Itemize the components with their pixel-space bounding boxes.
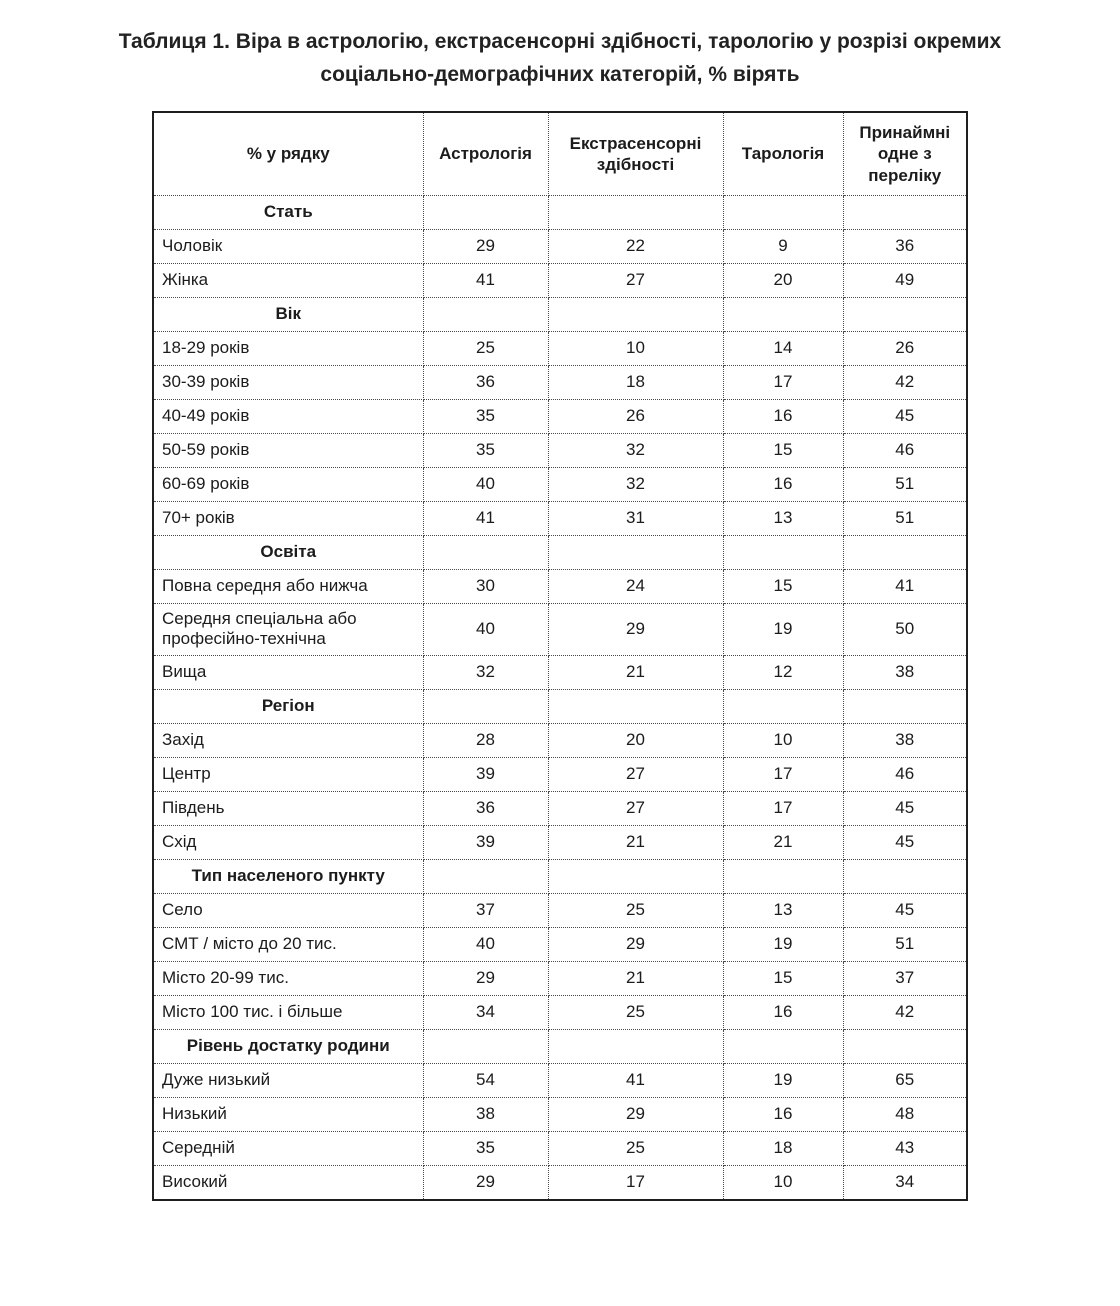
value-cell: 48 bbox=[843, 1097, 967, 1131]
row-label: Низький bbox=[153, 1097, 423, 1131]
table-row bbox=[153, 757, 967, 791]
value-cell: 38 bbox=[843, 723, 967, 757]
value-cell bbox=[723, 536, 843, 570]
col-header-at-least-one: Принаймні одне з переліку bbox=[843, 112, 967, 196]
table-title-line1: Таблиця 1. Віра в астрологію, екстрасенсорні здібності, тарологію у розрізі окремих bbox=[118, 30, 1002, 53]
table-row bbox=[153, 366, 967, 400]
row-label: Місто 20-99 тис. bbox=[153, 961, 423, 995]
value-cell bbox=[423, 1029, 548, 1063]
row-label: Південь bbox=[153, 791, 423, 825]
row-label: Село bbox=[153, 893, 423, 927]
value-cell: 49 bbox=[843, 264, 967, 298]
section-row bbox=[153, 298, 967, 332]
value-cell: 42 bbox=[843, 995, 967, 1029]
value-cell: 31 bbox=[548, 502, 723, 536]
value-cell: 13 bbox=[723, 893, 843, 927]
section-label: Рівень достатку родини bbox=[153, 1029, 423, 1063]
value-cell: 19 bbox=[723, 927, 843, 961]
section-label: Тип населеного пункту bbox=[153, 859, 423, 893]
value-cell: 16 bbox=[723, 1097, 843, 1131]
value-cell: 32 bbox=[548, 434, 723, 468]
value-cell: 10 bbox=[723, 1165, 843, 1200]
value-cell: 17 bbox=[548, 1165, 723, 1200]
table-row bbox=[153, 502, 967, 536]
value-cell: 26 bbox=[548, 400, 723, 434]
table-title bbox=[30, 26, 1090, 91]
value-cell bbox=[423, 859, 548, 893]
value-cell bbox=[548, 196, 723, 230]
row-label: СМТ / місто до 20 тис. bbox=[153, 927, 423, 961]
value-cell: 25 bbox=[548, 893, 723, 927]
value-cell: 26 bbox=[843, 332, 967, 366]
value-cell: 15 bbox=[723, 570, 843, 604]
value-cell bbox=[843, 536, 967, 570]
value-cell: 16 bbox=[723, 468, 843, 502]
value-cell: 36 bbox=[423, 791, 548, 825]
value-cell: 27 bbox=[548, 264, 723, 298]
table-row bbox=[153, 1131, 967, 1165]
value-cell: 14 bbox=[723, 332, 843, 366]
row-label: Дуже низький bbox=[153, 1063, 423, 1097]
row-label: Чоловік bbox=[153, 230, 423, 264]
value-cell: 50 bbox=[843, 604, 967, 656]
row-label: Високий bbox=[153, 1165, 423, 1200]
table-row bbox=[153, 604, 967, 656]
value-cell: 27 bbox=[548, 791, 723, 825]
table-row bbox=[153, 893, 967, 927]
header-row bbox=[153, 112, 967, 196]
value-cell: 39 bbox=[423, 757, 548, 791]
value-cell: 20 bbox=[723, 264, 843, 298]
section-row bbox=[153, 859, 967, 893]
col-header-astrology: Астрологія bbox=[423, 112, 548, 196]
value-cell: 12 bbox=[723, 655, 843, 689]
value-cell: 24 bbox=[548, 570, 723, 604]
value-cell: 37 bbox=[843, 961, 967, 995]
value-cell: 41 bbox=[548, 1063, 723, 1097]
value-cell bbox=[548, 1029, 723, 1063]
row-label: Місто 100 тис. і більше bbox=[153, 995, 423, 1029]
value-cell: 13 bbox=[723, 502, 843, 536]
table-row bbox=[153, 1063, 967, 1097]
row-label: 50-59 років bbox=[153, 434, 423, 468]
value-cell: 21 bbox=[723, 825, 843, 859]
value-cell bbox=[843, 298, 967, 332]
value-cell: 29 bbox=[423, 961, 548, 995]
value-cell: 29 bbox=[548, 927, 723, 961]
value-cell: 35 bbox=[423, 400, 548, 434]
value-cell: 28 bbox=[423, 723, 548, 757]
value-cell: 41 bbox=[423, 502, 548, 536]
value-cell: 51 bbox=[843, 927, 967, 961]
value-cell: 29 bbox=[548, 1097, 723, 1131]
section-row bbox=[153, 536, 967, 570]
value-cell: 27 bbox=[548, 757, 723, 791]
value-cell: 45 bbox=[843, 825, 967, 859]
value-cell: 16 bbox=[723, 400, 843, 434]
table-row bbox=[153, 332, 967, 366]
value-cell: 40 bbox=[423, 604, 548, 656]
col-header-tarology: Тарологія bbox=[723, 112, 843, 196]
table-body bbox=[153, 196, 967, 1200]
value-cell bbox=[423, 196, 548, 230]
value-cell bbox=[548, 536, 723, 570]
value-cell: 41 bbox=[843, 570, 967, 604]
value-cell: 35 bbox=[423, 434, 548, 468]
table-row bbox=[153, 927, 967, 961]
row-label: Середня спеціальна або професійно-технічна bbox=[153, 604, 423, 656]
value-cell bbox=[723, 298, 843, 332]
row-label: Захід bbox=[153, 723, 423, 757]
value-cell bbox=[723, 1029, 843, 1063]
table-row bbox=[153, 961, 967, 995]
table-row bbox=[153, 825, 967, 859]
row-label: Схід bbox=[153, 825, 423, 859]
row-label: 18-29 років bbox=[153, 332, 423, 366]
table-title-line2: соціально-демографічних категорій, % вірять bbox=[320, 62, 800, 86]
value-cell: 18 bbox=[723, 1131, 843, 1165]
value-cell: 38 bbox=[843, 655, 967, 689]
value-cell: 36 bbox=[843, 230, 967, 264]
value-cell: 10 bbox=[723, 723, 843, 757]
value-cell: 15 bbox=[723, 434, 843, 468]
value-cell: 54 bbox=[423, 1063, 548, 1097]
value-cell bbox=[548, 298, 723, 332]
row-label: Середній bbox=[153, 1131, 423, 1165]
value-cell: 34 bbox=[423, 995, 548, 1029]
value-cell: 20 bbox=[548, 723, 723, 757]
value-cell: 16 bbox=[723, 995, 843, 1029]
row-label: Центр bbox=[153, 757, 423, 791]
value-cell: 17 bbox=[723, 366, 843, 400]
col-header-row-percent: % у рядку bbox=[153, 112, 423, 196]
value-cell bbox=[423, 689, 548, 723]
value-cell bbox=[723, 689, 843, 723]
value-cell: 46 bbox=[843, 434, 967, 468]
value-cell: 40 bbox=[423, 468, 548, 502]
value-cell: 21 bbox=[548, 825, 723, 859]
row-label: 40-49 років bbox=[153, 400, 423, 434]
value-cell: 25 bbox=[548, 1131, 723, 1165]
value-cell bbox=[423, 536, 548, 570]
value-cell bbox=[723, 859, 843, 893]
value-cell: 21 bbox=[548, 655, 723, 689]
value-cell: 39 bbox=[423, 825, 548, 859]
row-label: 60-69 років bbox=[153, 468, 423, 502]
value-cell: 36 bbox=[423, 366, 548, 400]
section-row bbox=[153, 196, 967, 230]
value-cell: 45 bbox=[843, 893, 967, 927]
value-cell: 41 bbox=[423, 264, 548, 298]
table-row bbox=[153, 264, 967, 298]
value-cell bbox=[843, 196, 967, 230]
value-cell: 17 bbox=[723, 757, 843, 791]
table-row bbox=[153, 468, 967, 502]
table-row bbox=[153, 995, 967, 1029]
row-label: 70+ років bbox=[153, 502, 423, 536]
value-cell: 29 bbox=[423, 1165, 548, 1200]
value-cell bbox=[548, 689, 723, 723]
table-row bbox=[153, 1097, 967, 1131]
value-cell: 29 bbox=[423, 230, 548, 264]
section-label: Регіон bbox=[153, 689, 423, 723]
value-cell bbox=[723, 196, 843, 230]
row-label: Вища bbox=[153, 655, 423, 689]
value-cell: 45 bbox=[843, 791, 967, 825]
value-cell bbox=[843, 689, 967, 723]
table-row bbox=[153, 570, 967, 604]
row-label: Повна середня або нижча bbox=[153, 570, 423, 604]
value-cell: 22 bbox=[548, 230, 723, 264]
value-cell: 10 bbox=[548, 332, 723, 366]
value-cell: 51 bbox=[843, 468, 967, 502]
value-cell: 46 bbox=[843, 757, 967, 791]
value-cell: 19 bbox=[723, 604, 843, 656]
value-cell: 19 bbox=[723, 1063, 843, 1097]
value-cell: 43 bbox=[843, 1131, 967, 1165]
value-cell: 35 bbox=[423, 1131, 548, 1165]
value-cell: 45 bbox=[843, 400, 967, 434]
row-label: 30-39 років bbox=[153, 366, 423, 400]
section-row bbox=[153, 1029, 967, 1063]
table-row bbox=[153, 655, 967, 689]
value-cell: 30 bbox=[423, 570, 548, 604]
col-header-extrasensory: Екстрасенсорні здібності bbox=[548, 112, 723, 196]
row-label: Жінка bbox=[153, 264, 423, 298]
section-label: Вік bbox=[153, 298, 423, 332]
value-cell: 21 bbox=[548, 961, 723, 995]
value-cell: 32 bbox=[548, 468, 723, 502]
value-cell: 17 bbox=[723, 791, 843, 825]
table-row bbox=[153, 1165, 967, 1200]
value-cell: 42 bbox=[843, 366, 967, 400]
section-label: Стать bbox=[153, 196, 423, 230]
value-cell: 38 bbox=[423, 1097, 548, 1131]
table-row bbox=[153, 230, 967, 264]
value-cell bbox=[423, 298, 548, 332]
value-cell: 25 bbox=[423, 332, 548, 366]
value-cell: 40 bbox=[423, 927, 548, 961]
value-cell: 34 bbox=[843, 1165, 967, 1200]
value-cell: 15 bbox=[723, 961, 843, 995]
value-cell bbox=[548, 859, 723, 893]
value-cell: 18 bbox=[548, 366, 723, 400]
value-cell: 29 bbox=[548, 604, 723, 656]
value-cell: 32 bbox=[423, 655, 548, 689]
value-cell bbox=[843, 1029, 967, 1063]
belief-statistics-table bbox=[152, 111, 968, 1201]
table-row bbox=[153, 723, 967, 757]
section-row bbox=[153, 689, 967, 723]
value-cell: 51 bbox=[843, 502, 967, 536]
table-row bbox=[153, 791, 967, 825]
value-cell: 9 bbox=[723, 230, 843, 264]
value-cell: 65 bbox=[843, 1063, 967, 1097]
section-label: Освіта bbox=[153, 536, 423, 570]
table-row bbox=[153, 434, 967, 468]
value-cell bbox=[843, 859, 967, 893]
value-cell: 25 bbox=[548, 995, 723, 1029]
value-cell: 37 bbox=[423, 893, 548, 927]
table-row bbox=[153, 400, 967, 434]
